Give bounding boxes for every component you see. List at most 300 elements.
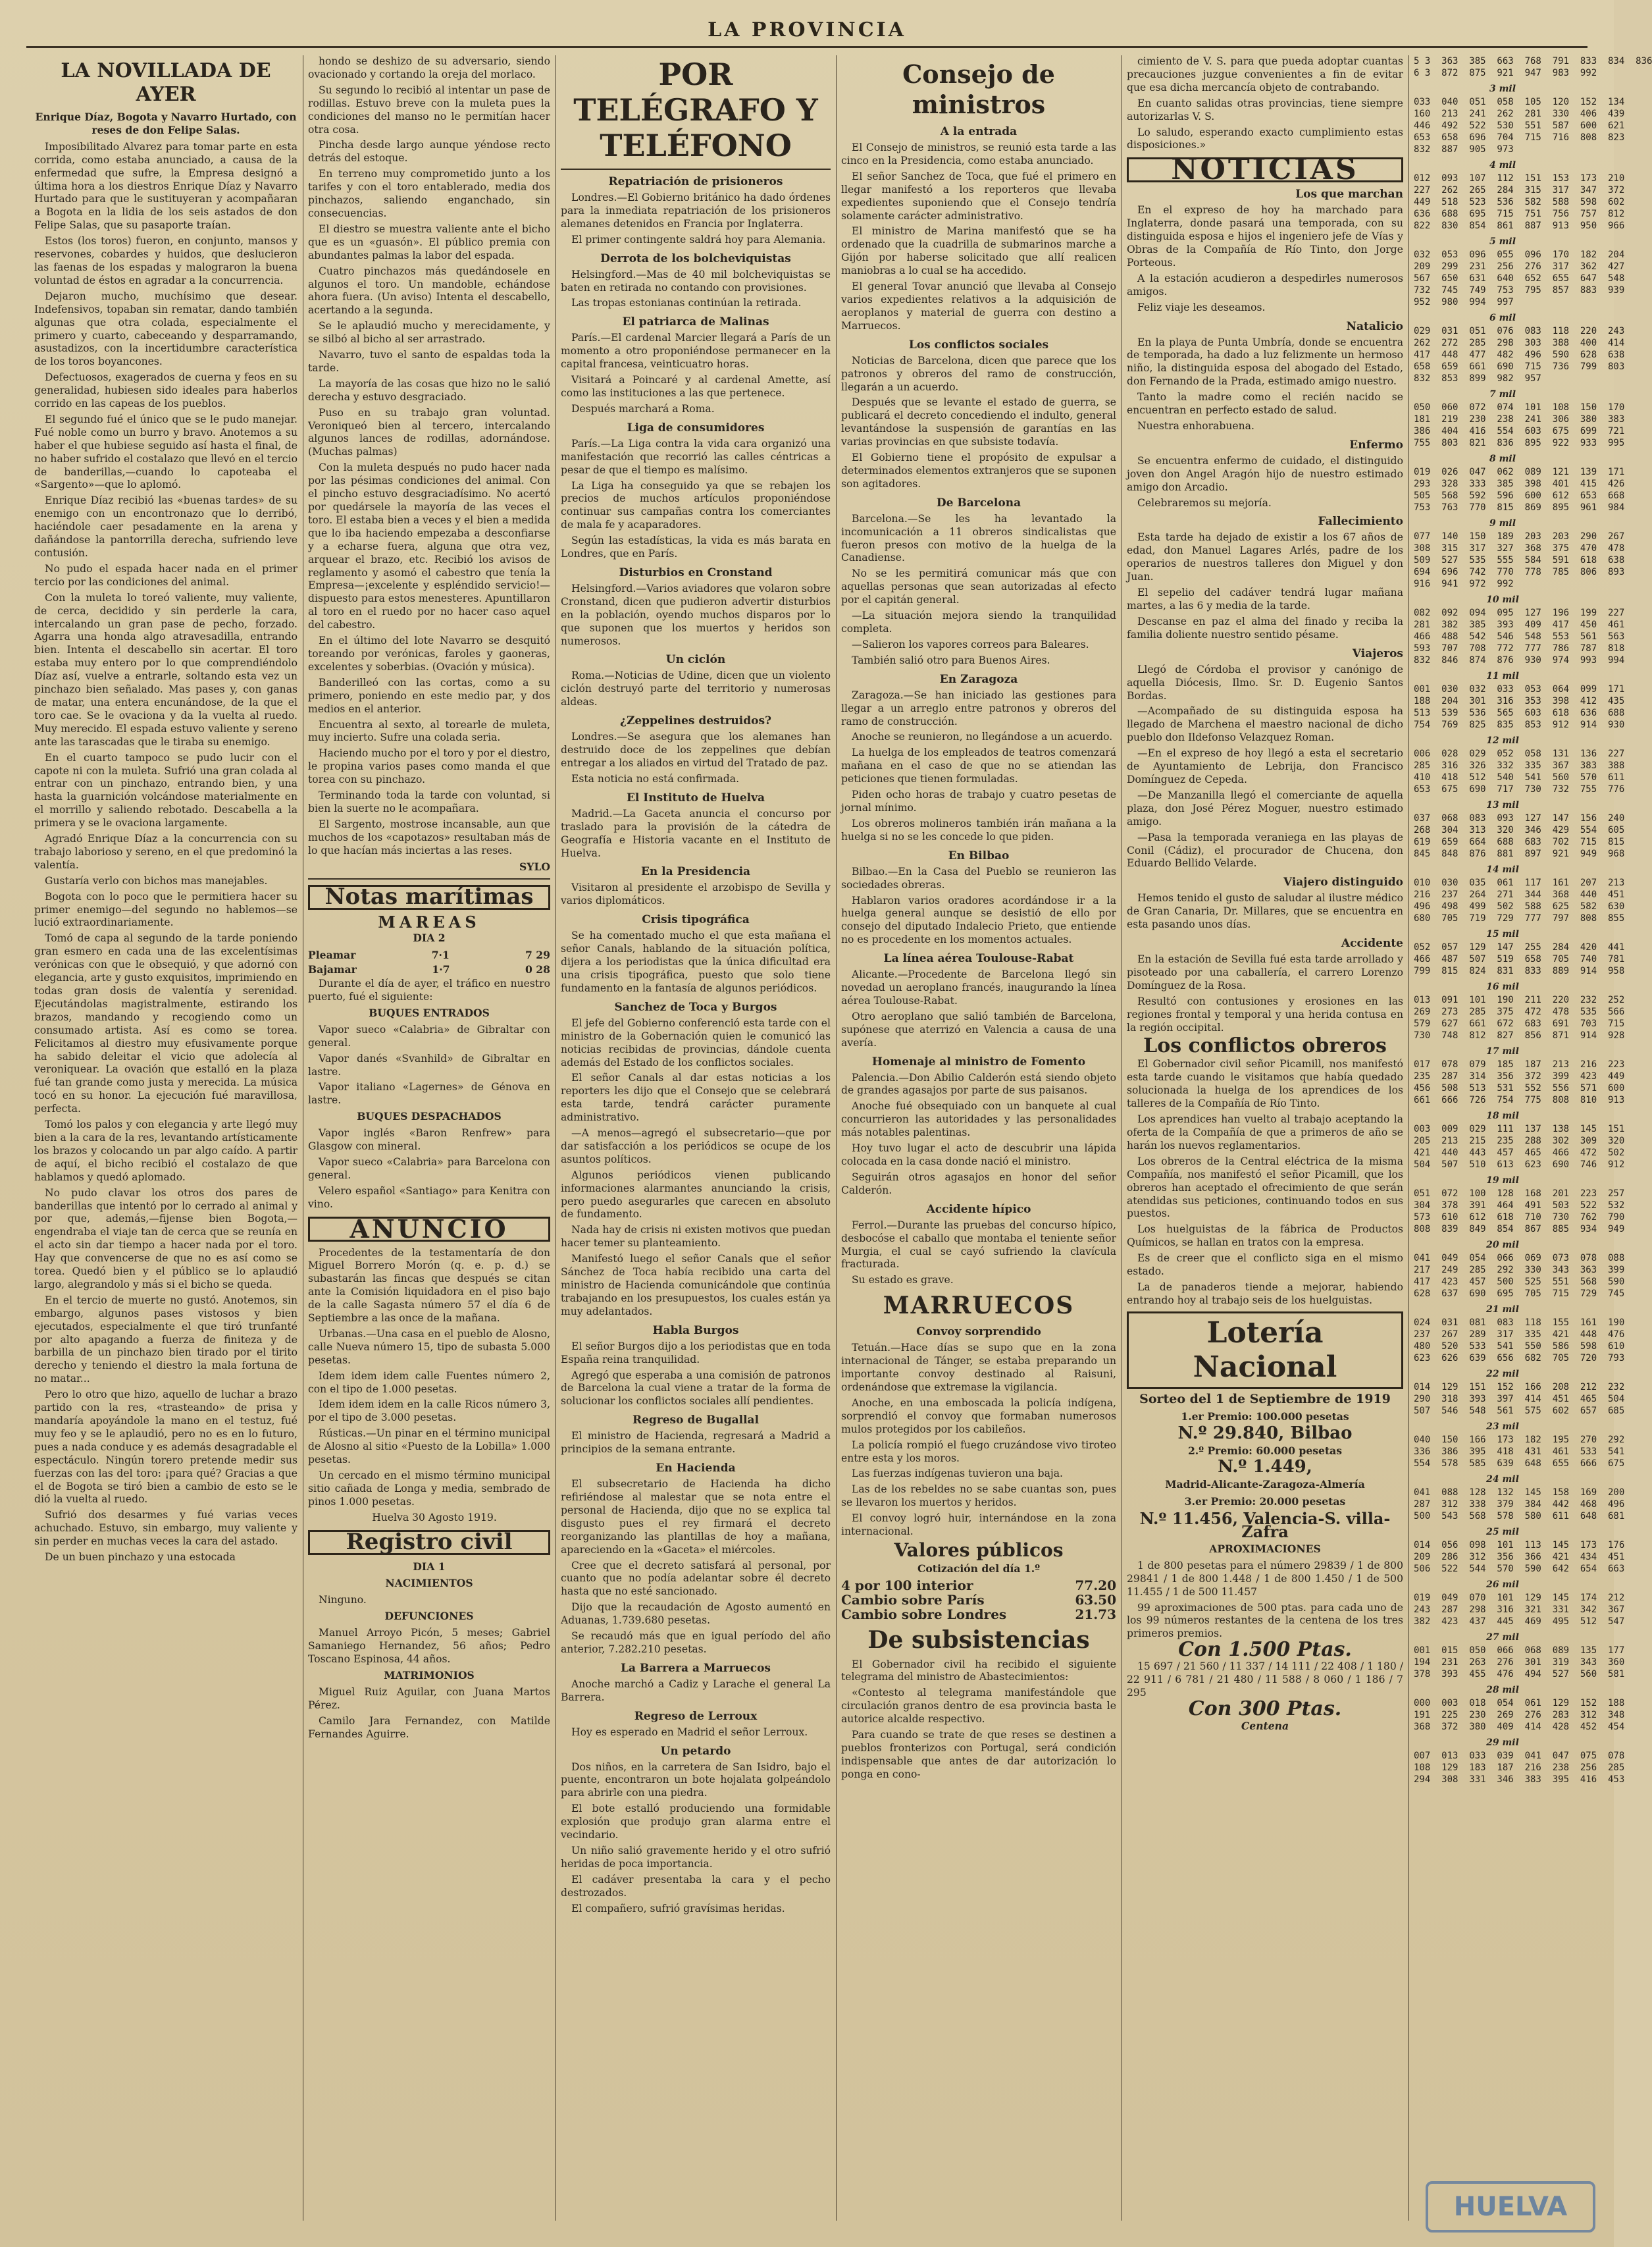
news-paragraph: Londres.—El Gobierno británico ha dado órdenes para la inmediata repatriación de los prisioneros alemanes detenidos en Francia por Inglaterra. — [561, 192, 831, 230]
valor-row: 4 por 100 interior 77.20 — [841, 1577, 1116, 1593]
news-heading: Regreso de Bugallal — [632, 1414, 760, 1427]
news-paragraph: El compañero, sufrió gravísimas heridas. — [571, 1902, 785, 1915]
thousand-label: 21 mil — [1486, 1304, 1519, 1315]
lottery-number-block: 001 030 032 033 053 064 099 171 188 204 301 316 353 398 412 435 513 539 536 565 603 618 636 688 754 769 825 835 853 912 914 930 — [1414, 684, 1625, 730]
news-paragraph: Madrid.—La Gaceta anuncia el concurso por traslado para la provisión de la cátedra de Geografía e Historia vacante en el Instituto de Huelva. — [561, 807, 831, 859]
lottery-number-block: 032 053 096 055 096 170 182 204 209 299 231 256 276 317 362 427 567 650 631 640 652 655 647 548 732 745 749 753 795 857 883 939 952 980 994 997 — [1414, 250, 1625, 307]
news-paragraph: Dijo que la recaudación de Agosto aumentó en Aduanas, 1.739.680 pesetas. — [561, 1601, 831, 1627]
premio-label: 3.er Premio: 20.000 pesetas — [1184, 1495, 1346, 1508]
news-paragraph: Noticias de Barcelona, dicen que parece que los patronos y obreros del ramo de construcción, llegarán a un acuerdo. — [841, 354, 1116, 393]
news-paragraph: —A menos—agregó el subsecretario—que por dar satisfacción a los periódicos se ocupe de los asuntos políticos. — [561, 1127, 831, 1165]
news-paragraph: Según las estadísticas, la vida es más barata en Londres, que en París. — [561, 535, 831, 560]
news-paragraph: Los obreros de la Central eléctrica de la misma Compañía, nos manifestó el señor Picamill, que los obreros han aceptado el ofrecimiento de que serán atendidas sus peticiones, continuando todos en sus puestos. — [1127, 1155, 1403, 1220]
news-paragraph: El Gobierno tiene el propósito de expulsar a determinados elementos extranjeros que se suponen son agitadores. — [841, 452, 1116, 490]
article-paragraph: Navarro, tuvo el santo de espaldas toda la tarde. — [308, 349, 550, 374]
news-heading: La línea aérea Toulouse-Rabat — [883, 952, 1074, 966]
column-divider — [555, 55, 556, 2221]
news-paragraph: cimiento de V. S. para que pueda adoptar cuantas precauciones juzgue convenientes a fin de evitar que esa dicha mercancía objeto de contrabando. — [1127, 55, 1403, 93]
news-heading: Disturbios en Cronstand — [619, 566, 773, 579]
news-paragraph: Hablaron varios oradores acordándose ir a la huelga general aunque se desistió de ello por consejo del diputado Indalecio Prieto, que entiende no es procedente en los momentos actuales. — [841, 894, 1116, 946]
news-heading: A la entrada — [940, 125, 1018, 138]
news-heading: De Barcelona — [936, 496, 1021, 510]
aproximaciones-title: APROXIMACIONES — [1209, 1542, 1321, 1555]
consejo-headline: Consejo de ministros — [902, 59, 1055, 119]
buques-despachados: BUQUES DESPACHADOS — [357, 1110, 502, 1123]
news-heading: Regreso de Lerroux — [634, 1709, 758, 1723]
article-paragraph: Bogota con lo poco que le permitiera hacer su primer enemigo—del segundo no hablemos—se lució extraordinariamente. — [34, 890, 297, 929]
article-paragraph: Huelva 30 Agosto 1919. — [372, 1511, 497, 1523]
lottery-number-block: 041 088 128 132 145 158 169 200 287 312 338 379 384 442 468 496 500 543 568 578 580 611 648 681 — [1414, 1487, 1625, 1521]
news-paragraph: También salió otro para Buenos Aires. — [852, 654, 1050, 666]
article-paragraph: Urbanas.—Una casa en el pueblo de Alosno, calle Nueva número 15, tipo de subasta 5.000 pesetas. — [308, 1327, 550, 1366]
lottery-number-block: 001 015 050 066 068 089 135 177 194 231 263 276 301 319 343 360 378 393 455 476 494 527 560 581 — [1414, 1645, 1625, 1679]
news-paragraph: Los huelguistas de la fábrica de Productos Químicos, se hallan en tratos con la empresa. — [1127, 1223, 1403, 1249]
news-paragraph: —Acompañado de su distinguida esposa ha llegado de Marchena el maestro nacional de dicho pueblo don Ildefonso Velazquez Roman. — [1127, 705, 1403, 744]
article-paragraph: Enrique Díaz recibió las «buenas tardes» de su enemigo con un encontronazo que lo derribó, haciéndole caer pesadamente en la arena y dañándose la pantorrilla derecha, sufriendo leve contusión. — [34, 494, 297, 559]
subsistencias-title: De subsistencias — [867, 1626, 1090, 1654]
news-paragraph: En cuanto salidas otras provincias, tiene siempre autorizarlas V. S. — [1127, 97, 1403, 122]
article-paragraph: En terreno muy comprometido junto a los tarifes y con el toro entablerado, media dos pinchazos, saliendo enganchado, sin consecuencias. — [308, 168, 550, 219]
news-paragraph: Lo saludo, esperando exacto cumplimiento estas disposiciones.» — [1127, 126, 1403, 151]
article-paragraph: Rústicas.—Un pinar en el término municipal de Alosno al sitio «Puesto de la Lobilla» 1.000 pesetas. — [308, 1427, 550, 1466]
news-paragraph: Esta noticia no está confirmada. — [571, 772, 740, 785]
news-paragraph: No se les permitirá comunicar más que con aquellas personas que sean autorizadas al efecto por el capitán general. — [841, 568, 1116, 606]
article-paragraph: Un cercado en el mismo término municipal sitio cañada de Longa y media, sembrado de pinos 1.000 pesetas. — [308, 1469, 550, 1508]
news-heading: Accidente hípico — [926, 1202, 1031, 1216]
article-paragraph: Cuatro pinchazos más quedándosele en algunos el toro. Un mandoble, echándose ahora fuera. (Un aviso) Intenta el descabello, acertando a la segunda. — [308, 265, 550, 317]
article-paragraph: Vapor inglés «Baron Renfrew» para Glasgow con mineral. — [308, 1127, 550, 1153]
article-paragraph: El diestro se muestra valiente ante el bicho que es un «guasón». El público premia con abundantes palmas la labor del espada. — [308, 223, 550, 261]
news-paragraph: Nada hay de crisis ni existen motivos que puedan hacer temer su planteamiento. — [561, 1224, 831, 1250]
news-paragraph: Hoy tuvo lugar el acto de descubrir una lápida colocada en la casa donde nació el ministro. — [841, 1142, 1116, 1167]
thousand-label: 24 mil — [1486, 1474, 1519, 1485]
article-paragraph: Defectuosos, exagerados de cuerna y feos en su generalidad, hubiesen sido ideales para haberlos corrido en las capeas de los pueblos. — [34, 371, 297, 410]
bullfight-headline: LA NOVILLADA DE AYER — [61, 59, 271, 106]
premio-1500-title: Con 1.500 Ptas. — [1178, 1638, 1352, 1662]
thousand-label: 3 mil — [1489, 84, 1516, 94]
archive-stamp: HUELVA — [1426, 2181, 1595, 2233]
lottery-number-block: 029 031 051 076 083 118 220 243 262 272 285 298 303 388 400 414 417 448 477 482 496 590 628 638 658 659 661 690 715 736 799 803 832 853 899 982 957 — [1414, 326, 1625, 384]
article-paragraph: Se le aplaudió mucho y merecidamente, y se silbó al bicho al ser arrastrado. — [308, 320, 550, 346]
lottery-number-block: 017 078 079 185 187 213 216 223 235 287 314 356 372 399 423 449 456 508 513 531 552 556 571 600 661 666 726 754 775 808 810 913 — [1414, 1059, 1625, 1105]
news-heading: En Bilbao — [948, 849, 1010, 862]
article-paragraph: Vapor sueco «Calabria» para Barcelona con general. — [308, 1155, 550, 1181]
news-paragraph: Palencia.—Don Abilio Calderón está siendo objeto de grandes agasajos por parte de sus paisanos. — [841, 1071, 1116, 1097]
thousand-label: 7 mil — [1489, 389, 1516, 400]
article-paragraph: Ninguno. — [319, 1594, 367, 1606]
article-paragraph: Haciendo mucho por el toro y por el diestro, le propina varios pases como manda el que torea con su pinchazo. — [308, 747, 550, 786]
news-heading: Derrota de los bolcheviquistas — [600, 251, 791, 265]
news-paragraph: Feliz viaje les deseamos. — [1137, 301, 1266, 313]
news-heading: Enfermo — [1349, 438, 1403, 452]
article-paragraph: Procedentes de la testamentaría de don Miguel Borrero Morón (q. e. p. d.) se subastarán las fincas que después se citan ante la Comisión liquidadora en el piso bajo de la calle Sagasta número 57 el día 6 de Septiembre a las once de la mañana. — [308, 1246, 550, 1325]
thousand-label: 18 mil — [1486, 1111, 1519, 1121]
news-heading: Habla Burgos — [652, 1323, 739, 1337]
article-paragraph: Pincha desde largo aunque yéndose recto detrás del estoque. — [308, 139, 550, 165]
article-paragraph: Agradó Enrique Díaz a la concurrencia con su trabajo laborioso y sereno, en el que predominó la valentía. — [34, 833, 297, 871]
thousand-label: 15 mil — [1486, 929, 1519, 939]
anuncio-title: ANUNCIO — [308, 1217, 550, 1242]
thousand-label: 17 mil — [1486, 1046, 1519, 1057]
cotizacion-title: Cotización del día 1.º — [917, 1562, 1041, 1575]
news-paragraph: El cadáver presentaba la cara y el pecho destrozados. — [561, 1873, 831, 1899]
news-paragraph: Resultó con contusiones y erosiones en las regiones frontal y temporal y una herida contusa en la región occipital. — [1127, 995, 1403, 1034]
news-paragraph: —Salieron los vapores correos para Baleares. — [852, 638, 1089, 650]
news-heading: Repatriación de prisioneros — [608, 175, 783, 188]
news-paragraph: Otro aeroplano que salió también de Barcelona, supónese que aterrizó en Valencia a causa de una avería. — [841, 1010, 1116, 1049]
news-paragraph: A la estación acudieron a despedirles numerosos amigos. — [1127, 272, 1403, 298]
thousand-label: 10 mil — [1486, 595, 1519, 605]
thousand-label: 22 mil — [1486, 1369, 1519, 1379]
lottery-number-block: 040 150 166 173 182 195 270 292 336 386 395 418 431 461 533 541 554 578 585 639 648 655 666 675 — [1414, 1435, 1625, 1469]
article-paragraph: Puso en su trabajo gran voluntad. Veroniqueó bien al tercero, intercalando algunos lances de rodillas, adornándose. (Muchas palmas) — [308, 406, 550, 458]
column-divider — [1408, 55, 1409, 2221]
pleamar-row: Pleamar 7·1 7 29 — [308, 949, 550, 962]
thousand-label: 14 mil — [1486, 864, 1519, 875]
lottery-number-block: 5 3 363 385 663 768 791 833 834 836 6 3 872 875 921 947 983 992 — [1414, 56, 1652, 78]
column-consejo — [841, 55, 1116, 2221]
news-paragraph: Visitará a Poincaré y al cardenal Amette, así como las instituciones a las que pertenece. — [561, 374, 831, 399]
nacimientos-label: NACIMIENTOS — [385, 1577, 473, 1590]
news-paragraph: Anoche fué obsequiado con un banquete al cual concurrieron las autoridades y las personalidades más notables palentinas. — [841, 1100, 1116, 1139]
news-paragraph: Helsingford.—Varios aviadores que volaron sobre Cronstand, dicen que pudieron advertir disturbios en la población, oyendo muchos disparos por lo que suponen que los muertos y heridos son numerosos. — [561, 582, 831, 647]
news-paragraph: El señor Sanchez de Toca, que fué el primero en llegar manifestó a los reporteros que llevaba expedientes suponiendo que el Consejo tendría solamente carácter administrativo. — [841, 170, 1116, 222]
valores-title: Valores públicos — [894, 1539, 1064, 1561]
news-paragraph: Los obreros molineros también irán mañana a la huelga si no se les concede lo que piden. — [841, 817, 1116, 843]
masthead-rule — [26, 46, 1587, 48]
news-paragraph: Se ha comentado mucho el que esta mañana el señor Canals, hablando de la situación política, dijera a los periodistas que la única dificultad era una crisis tipográfica, puesto que solo tiene fundamento en la fantasía de algunos periódicos. — [561, 930, 831, 994]
news-heading: Accidente — [1341, 937, 1403, 951]
news-paragraph: Se encuentra enfermo de cuidado, el distinguido joven don Angel Aragón hijo de nuestro estimado amigo don Arcadio. — [1127, 454, 1403, 493]
lottery-number-block: 000 003 018 054 061 129 152 188 191 225 230 269 276 283 312 348 368 372 380 409 414 428 452 454 — [1414, 1698, 1625, 1732]
news-paragraph: Para cuando se trate de que reses se destinen a pueblos fronterizos con Portugal, será condición indispensable que antes de dar autorización lo ponga en cono- — [841, 1729, 1116, 1780]
article-paragraph: En el cuarto tampoco se pudo lucir con el capote ni con la muleta. Sufrió una gran colada al entrar con un pinchazo, entrando bien, y una hasta la guarnición volcándose materialmente en el morrillo y saliendo rebotado. Descabella a la primera y se le ovaciona largamente. — [34, 751, 297, 830]
thousand-label: 9 mil — [1489, 518, 1516, 529]
column-bullfight — [34, 55, 297, 2221]
news-paragraph: El convoy logró huir, internándose en la zona internacional. — [841, 1512, 1116, 1538]
thousand-label: 13 mil — [1486, 800, 1519, 810]
news-paragraph: Piden ocho horas de trabajo y cuatro pesetas de jornal mínimo. — [841, 789, 1116, 814]
news-paragraph: El Gobernador civil señor Picamill, nos manifestó esta tarde cuando le visitamos que había quedado solucionada la huelga de los aprendices de los talleres de la Compañía de Río Tinto. — [1127, 1058, 1403, 1110]
news-paragraph: Después marchará a Roma. — [571, 402, 715, 415]
article-paragraph: Tomó los palos y con elegancia y arte llegó muy bien a la cara de la res, levantando artísticamente los brazos y colocando un par algo caído. A partir de aquí, el bicho recibió el costalazo de que hablamos y quedó aplomado. — [34, 1119, 297, 1183]
section-rule — [561, 169, 831, 170]
article-paragraph: Vapor danés «Svanhild» de Gibraltar en lastre. — [308, 1052, 550, 1078]
thousand-label: 6 mil — [1489, 313, 1516, 323]
news-paragraph: Esta tarde ha dejado de existir a los 67 años de edad, don Manuel Lagares Arlés, padre de los operarios de nuestros talleres don Miguel y don Juan. — [1127, 531, 1403, 583]
lottery-number-block: 024 031 081 083 118 155 161 190 237 267 289 317 335 421 448 476 480 520 533 541 550 586 598 610 623 626 639 656 682 705 720 793 — [1414, 1317, 1625, 1363]
premio-label: 1.er Premio: 100.000 pesetas — [1181, 1410, 1349, 1423]
lottery-number-block: 010 030 035 061 117 161 207 213 216 237 264 271 344 368 440 451 496 498 499 502 588 625 582 630 680 705 719 729 777 797 808 855 — [1414, 878, 1625, 924]
news-paragraph: El subsecretario de Hacienda ha dicho refiriéndose al malestar que se nota entre el personal de Hacienda, dijo que no se explica tal disgusto pues el rey firmará el decreto reorganizando las plantillas de hoy a mañana, apareciendo en la «Gaceta» el miércoles. — [561, 1478, 831, 1556]
centena-label: Centena — [1241, 1719, 1289, 1732]
news-paragraph: Tanto la madre como el recién nacido se encuentran en perfecto estado de salud. — [1127, 391, 1403, 417]
news-paragraph: El ministro de Marina manifestó que se ha ordenado que la cuadrilla de submarinos marche a Gijón por haberse solicitado que allí realicen maniobras a lo cual se ha accedido. — [841, 225, 1116, 277]
news-paragraph: Anoche se reunieron, no llegándose a un acuerdo. — [852, 731, 1113, 743]
aproximaciones-list: 1 de 800 pesetas para el número 29839 / 1 de 800 29841 / 1 de 800 1.448 / 1 de 800 1.450 / 1 de 500 11.455 / 1 de 500 11.457 — [1127, 1559, 1403, 1598]
news-heading: Un petardo — [660, 1744, 731, 1758]
news-paragraph: Hoy es esperado en Madrid el señor Lerroux. — [571, 1726, 808, 1738]
news-heading: Homenaje al ministro de Fomento — [871, 1055, 1086, 1069]
article-paragraph: El segundo fué el único que se le pudo manejar. Fué noble como un burro y bravo. Anotemos a su haber el que hubiese seguido así hasta el final, de no haber sufrido el costalazo que llevó en el tercio de banderillas,—cuando lo capoteaba el «Sargento»—que lo aplomó. — [34, 413, 297, 491]
article-paragraph: Durante el día de ayer, el tráfico en nuestro puerto, fué el siguiente: — [308, 978, 550, 1003]
news-paragraph: Helsingford.—Mas de 40 mil bolcheviquistas se baten en retirada no contando con provisiones. — [561, 268, 831, 294]
news-heading: Crisis tipográfica — [642, 913, 750, 927]
article-paragraph: En el tercio de muerte no gustó. Anotemos, sin embargo, algunos pases vistosos y bien ejecutados, especialmente el que tiró trunfanté por alto apagando a fuerza de finiteza y de barbilla de un pinchazo bien tirado por el tirito derecho y teniendo el diestro la mala fortuna de no matar... — [34, 1294, 297, 1385]
news-heading: Natalicio — [1346, 319, 1403, 333]
thousand-label: 4 mil — [1489, 160, 1516, 171]
valor-row: Cambio sobre París 63.50 — [841, 1591, 1116, 1608]
news-paragraph: El Consejo de ministros, se reunió esta tarde a las cinco en la Presidencia, como estaba anunciado. — [841, 142, 1116, 167]
lottery-number-block: 007 013 033 039 041 047 075 078 108 129 183 187 216 238 256 285 294 308 331 346 383 395 416 453 — [1414, 1751, 1625, 1785]
article-paragraph: Vapor sueco «Calabria» de Gibraltar con general. — [308, 1023, 550, 1049]
news-paragraph: Londres.—Se asegura que los alemanes han destruido doce de los zeppelines que debían entregar a los aliados en virtud del Tratado de paz. — [561, 731, 831, 769]
news-heading: En la Presidencia — [640, 865, 751, 879]
article-paragraph: Tomó de capa al segundo de la tarde poniendo gran esmero en cada una de las excelentísimas verónicas con que le obsequió, y que adornó con elegancia, arte y gusto exquisitos, imprimiendo en todas gran dosis de valentía y serenidad. Ejecutándolas magistralmente, estirando los brazos, mandando y recogiendo como un consumado artista. Así es como se torea. Felicitamos al diestro muy efusivamente porque ha sabido deleitar el vicio que adolecía al veroniquear. La ovación que estalló en la plaza fué tan grande como justa y merecida. La música tocó en su honor. La ejecución fué maravillosa, perfecta. — [34, 932, 297, 1115]
article-paragraph: Banderilleó con las cortas, como a su primero, poniendo en este medio par, y dos medios en el anterior. — [308, 676, 550, 715]
conflictos-headline: Los conflictos obreros — [1143, 1034, 1387, 1058]
bullfight-subhead: Enrique Díaz, Bogota y Navarro Hurtado, con reses de don Felipe Salas. — [35, 111, 297, 136]
thousand-label: 23 mil — [1486, 1421, 1519, 1432]
thousand-label: 16 mil — [1486, 982, 1519, 992]
article-paragraph: La mayoría de las cosas que hizo no le salió derecha y estuvo desgraciado. — [308, 377, 550, 403]
lottery-number-block: 012 093 107 112 151 153 173 210 227 262 265 284 315 317 347 372 449 518 523 536 582 588 598 602 636 688 695 715 751 756 757 812 822 830 854 861 887 913 950 966 — [1414, 173, 1625, 231]
news-paragraph: «Contesto al telegrama manifestándole que circulación granos dentro de esa provincia basta le autorice alcalde respectivo. — [841, 1687, 1116, 1726]
article-paragraph: Imposibilitado Alvarez para tomar parte en esta corrida, como estaba anunciado, a causa de la enfermedad que sufre, la Empresa designó a última hora a los diestros Enrique Díaz y Navarro Hurtado para que le sustituyeran y acompañaran a Bogota en la lidia de los seis astados de don Felipe Salas, que su pasaporte traían. — [34, 140, 297, 232]
news-paragraph: Ferrol.—Durante las pruebas del concurso hípico, desbocóse el caballo que montaba el teniente señor Murgia, el cual se cayó sufriendo la clavícula fracturada. — [841, 1219, 1116, 1271]
news-heading: En Zaragoza — [939, 672, 1018, 686]
news-paragraph: Las tropas estonianas continúan la retirada. — [571, 297, 802, 309]
news-heading: Un ciclón — [665, 653, 726, 667]
column-bullfight-cont — [308, 55, 550, 2221]
article-paragraph: Con la muleta después no pudo hacer nada por las pésimas condiciones del animal. Con el pincho estuvo desgraciadísimo. No acertó por quedársele la mayoría de las veces el toro. El estaba bien a veces y el bien a medida que lo iba haciendo empezaba a desconfiarse y a echarse fuera, alguna que otra vez, arquear el brazo, etc. Recibió los avisos de reglamento y asomó el cabestro que tenía la Empresa—¡excelente y espléndido servicio!—dispuesto para estos menesteres. Apuntillaron al toro en el ruedo por no hacer caso aquel del cabestro. — [308, 462, 550, 631]
news-paragraph: París.—La Liga contra la vida cara organizó una manifestación que recorrió las calles céntricas a pesar de que el tiempo es malísimo. — [561, 437, 831, 476]
premio-1500-list: 15 697 / 21 560 / 11 337 / 14 111 / 22 408 / 1 180 / 22 911 / 6 781 / 21 480 / 11 588 / 8 060 / 1 186 / 7 295 — [1127, 1660, 1403, 1699]
news-heading: Viajero distinguido — [1283, 876, 1403, 889]
article-paragraph: Estos (los toros) fueron, en conjunto, mansos y reservones, cobardes y huidos, que deslucieron las faenas de los espadas y malograron la buena voluntad de éstos en agradar a la concurrencia. — [34, 235, 297, 286]
thousand-label: 12 mil — [1486, 735, 1519, 746]
news-paragraph: En la estación de Sevilla fué esta tarde arrollado y pisoteado por una caballería, el carrero Lorenzo Domínguez de la Rosa. — [1127, 953, 1403, 991]
lottery-number-block: 019 026 047 062 089 121 139 171 293 328 333 385 398 401 415 426 505 568 592 596 600 612 653 668 753 763 770 815 869 895 961 984 — [1414, 467, 1625, 513]
premio-number: N.º 11.456, Valencia-S. villa-Zafra — [1139, 1509, 1391, 1542]
news-heading: Los conflictos sociales — [908, 338, 1049, 352]
marruecos-headline: MARRUECOS — [883, 1292, 1075, 1320]
news-paragraph: Algunos periódicos vienen publicando informaciones alarmantes anunciando la crisis, pero puedo asegurarles que carecen en absoluto de fundamento. — [561, 1169, 831, 1221]
article-paragraph: Manuel Arroyo Picón, 5 meses; Gabriel Samaniego Hernandez, 56 años; Pedro Toscano Espinosa, 44 años. — [308, 1627, 550, 1665]
news-paragraph: Se recaudó más que en igual período del año anterior, 7.282.210 pesetas. — [561, 1630, 831, 1655]
notas-maritimas-title: Notas marítimas — [308, 885, 550, 910]
premio-300-title: Con 300 Ptas. — [1188, 1697, 1342, 1720]
lottery-number-block: 037 068 083 093 127 147 156 240 268 304 313 320 346 429 554 605 619 659 664 688 683 702 715 815 845 848 876 881 897 921 949 968 — [1414, 813, 1625, 859]
valor-row: Cambio sobre Londres 21.73 — [841, 1606, 1116, 1622]
loteria-headline: Lotería Nacional — [1127, 1311, 1403, 1389]
news-heading: Viajeros — [1352, 647, 1403, 660]
news-paragraph: Celebraremos su mejoría. — [1137, 496, 1272, 509]
news-paragraph: Bilbao.—En la Casa del Pueblo se reunieron las sociedades obreras. — [841, 865, 1116, 891]
news-paragraph: Alicante.—Procedente de Barcelona llegó sin novedad un aeroplano francés, inaugurando la línea aérea Toulouse-Rabat. — [841, 968, 1116, 1007]
news-heading: Convoy sorprendido — [916, 1325, 1041, 1339]
lottery-number-block: 082 092 094 095 127 196 199 227 281 382 385 393 409 417 450 461 466 488 542 546 548 553 561 563 593 707 708 772 777 786 787 818 832 846 874 876 930 974 993 994 — [1414, 608, 1625, 666]
lottery-number-block: 014 129 151 152 166 208 212 232 290 318 393 397 414 451 465 504 507 546 548 561 575 602 657 685 — [1414, 1382, 1625, 1416]
thousand-label: 5 mil — [1489, 236, 1516, 247]
registro-day: DIA 1 — [413, 1560, 446, 1573]
news-paragraph: —Pasa la temporada veraniega en las playas de Conil (Cádiz), el procurador de Chucena, don Eduardo Bellido Velarde. — [1127, 831, 1403, 870]
news-paragraph: Agregó que esperaba a una comisión de patronos de Barcelona la cual viene a tratar de la forma de solucionar los conflictos sociales allí pendientes. — [561, 1369, 831, 1408]
article-paragraph: No pudo clavar los otros dos pares de banderillas que intentó por lo cerrado al animal y por que, además,—fijense bien Bogota,—engendraba el viaje tan de cerca que se reunía en el acto sin dar tiempo a hacer nada por el toro. Hay que convencerse de que no es así como se torea. Quedó bien y el público se lo aplaudió largo, alegrandolo y más si el bicho se queda. — [34, 1186, 297, 1290]
news-paragraph: El jefe del Gobierno conferenció esta tarde con el ministro de la Gobernación quien le comunicó las noticias recibidas de provincias, dándole cuenta además del Estado de los conflictos sociales. — [561, 1017, 831, 1069]
news-heading: Sanchez de Toca y Burgos — [614, 1000, 777, 1014]
lottery-number-block: 006 028 029 052 058 131 136 227 285 316 326 332 335 367 383 388 410 418 512 540 541 560 570 611 653 675 690 717 730 732 755 776 — [1414, 749, 1625, 795]
news-paragraph: Descanse en paz el alma del finado y reciba la familia doliente nuestro sentido pésame. — [1127, 615, 1403, 641]
section-rule — [308, 878, 550, 880]
thousand-label: 25 mil — [1486, 1527, 1519, 1537]
lottery-number-block: 003 009 029 111 137 138 145 151 205 213 215 235 288 302 309 320 421 440 443 457 465 466 472 502 504 507 510 613 623 690 746 912 — [1414, 1124, 1625, 1170]
article-paragraph: Encuentra al sexto, al torearle de muleta, muy incierto. Sufre una colada seria. — [308, 718, 550, 744]
aproximaciones-note: 99 aproximaciones de 500 ptas. para cada uno de los 99 números restantes de la centena de los tres primeros premios. — [1127, 1601, 1403, 1640]
news-paragraph: Zaragoza.—Se han iniciado las gestiones para llegar a un arreglo entre patronos y obreros del ramo de construcción. — [841, 689, 1116, 727]
news-paragraph: El primer contingente saldrá hoy para Alemania. — [571, 233, 826, 246]
news-paragraph: El Gobernador civil ha recibido el siguiente telegrama del ministro de Abastecimientos: — [841, 1658, 1116, 1683]
premio-place: Madrid-Alicante-Zaragoza-Almería — [1165, 1478, 1365, 1491]
news-paragraph: Hemos tenido el gusto de saludar al ilustre médico de Gran Canaria, Dr. Millares, que se encuentra en esta pasando unos días. — [1127, 892, 1403, 931]
news-paragraph: Anoche, en una emboscada la policía indígena, sorprendió el convoy que formaban numerosos mulos protegidos por los cabileños. — [841, 1396, 1116, 1435]
news-paragraph: Tetuán.—Hace días se supo que en la zona internacional de Tánger, se estaba preparando un importante convoy destinado al Raisuni, ordenándose que extremase la vigilancia. — [841, 1342, 1116, 1393]
news-paragraph: Los aprendices han vuelto al trabajo aceptando la oferta de la Compañía de que a primeros de año se harán los nuevos reglamentarios. — [1127, 1113, 1403, 1151]
lottery-number-block: 077 140 150 189 203 203 290 267 308 315 317 327 368 375 470 478 509 527 535 555 584 591 618 638 694 696 742 770 778 785 806 893 916 941 972 992 — [1414, 531, 1625, 589]
article-paragraph: Con la muleta lo toreó valiente, muy valiente, de cerca, decidido y sin perderle la cara, intercalando un gran pase de pecho, forzado. Agarra una honda algo atravesadilla, entrando bien. Intenta el descabello sin acertar. El toro estaba muy entero por lo que comprendiéndolo Díaz así, vuelve a entrarle, soltando esta vez un pinchazo bien señalado. Mas pases y, con ganas de matar, una entera encunándose, de la que el toro cae. Se le ovaciona y da la vuelta al ruedo. Muy merecido. El espada estuvo valiente y sereno ante las tarascadas que le tiraba su enemigo. — [34, 591, 297, 748]
thousand-label: 11 mil — [1486, 671, 1519, 681]
mareas-title: MAREAS — [378, 912, 480, 932]
masthead: LA PROVINCIA — [708, 18, 906, 41]
article-paragraph: Miguel Ruiz Aguilar, con Juana Martos Pérez. — [308, 1685, 550, 1711]
news-paragraph: El señor Burgos dijo a los periodistas que en toda España reina tranquilidad. — [561, 1340, 831, 1365]
article-paragraph: Dejaron mucho, muchísimo que desear. Indefensivos, topaban sin rematar, dando también algunas que otra colada, especialmente el primero y cuarto, cabeceando y desparramando, asustadizos, con la incertidumbre característica de los toros boyancones. — [34, 290, 297, 368]
article-paragraph: Gustaría verlo con bichos mas manejables. — [45, 874, 268, 887]
defunciones-label: DEFUNCIONES — [384, 1610, 474, 1623]
article-paragraph: Pero lo otro que hizo, aquello de luchar a brazo partido con la res, «trasteando» de prisa y mandaría apoyándole la mano en el testuz, fué muy feo y se le aplaudió, pero no es en lo futuro, pues a nada conduce y es además desagradable el espectáculo. Ningún torero pretende medir sus fuerzas con las del toro: ¡para qué? Gracias a que el de Bogota se tiró bien a cambio de esto se le dió la vuelta al ruedo. — [34, 1388, 297, 1506]
article-paragraph: Su segundo lo recibió al intentar un pase de rodillas. Estuvo breve con la muleta pues la condiciones del manso no le permitían hacer otra cosa. — [308, 84, 550, 136]
article-paragraph: Velero español «Santiago» para Kenitra con vino. — [308, 1184, 550, 1210]
author-signature: SYLO — [519, 860, 550, 873]
news-heading: ¿Zeppelines destruidos? — [619, 714, 771, 728]
news-paragraph: Su estado es grave. — [852, 1274, 954, 1286]
news-paragraph: París.—El cardenal Marcier llegará a París de un momento a otro proponiéndose permanecer en la capital francesa, veinticuatro horas. — [561, 332, 831, 371]
column-telegraph — [561, 55, 831, 2221]
thousand-label: 29 mil — [1486, 1737, 1519, 1748]
news-paragraph: Las de los rebeldes no se sabe cuantas son, pues se llevaron los muertos y heridos. — [841, 1483, 1116, 1509]
news-paragraph: El bote estalló produciendo una formidable explosión que produjo gran alarma entre el vecindario. — [561, 1803, 831, 1841]
news-paragraph: La policía rompió el fuego cruzándose vivo tiroteo entre esta y los moros. — [841, 1439, 1116, 1464]
news-paragraph: Visitaron al presidente el arzobispo de Sevilla y varios diplomáticos. — [561, 882, 831, 907]
lottery-number-block: 033 040 051 058 105 120 152 134 160 213 241 262 281 330 406 439 446 492 522 530 551 587 600 621 653 658 696 704 715 716 808 823 832 887 905 973 — [1414, 97, 1625, 155]
news-paragraph: Anoche marchó a Cadiz y Larache el general La Barrera. — [561, 1678, 831, 1703]
thousand-label: 8 mil — [1489, 454, 1516, 464]
news-heading: En Hacienda — [656, 1462, 736, 1475]
news-paragraph: —En el expreso de hoy llegó a esta el secretario de Ayuntamiento de Lebrija, don Francisco Domínguez de Cepeda. — [1127, 747, 1403, 785]
news-heading: Liga de consumidores — [627, 421, 765, 435]
premio-number: N.º 29.840, Bilbao — [1177, 1423, 1353, 1443]
lottery-number-block: 019 049 070 101 129 145 174 212 243 287 298 316 321 331 342 367 382 423 437 445 469 495 512 547 — [1414, 1593, 1625, 1627]
telegraph-headline: POR TELÉGRAFO Y TELÉFONO — [573, 57, 818, 163]
news-paragraph: Llegó de Córdoba el provisor y canónigo de aquella Diócesis, Ilmo. Sr. D. Eugenio Santos Bordas. — [1127, 663, 1403, 702]
thousand-label: 27 mil — [1486, 1632, 1519, 1643]
column-divider — [836, 55, 837, 2221]
lottery-number-block: 052 057 129 147 255 284 420 441 466 487 507 519 658 705 740 781 799 815 824 831 833 889 914 958 — [1414, 942, 1625, 976]
lottery-number-block: 051 072 100 128 168 201 223 257 304 378 391 464 491 503 522 532 573 610 612 618 710 730 762 790 808 839 849 854 867 885 934 949 — [1414, 1188, 1625, 1234]
thousand-label: 26 mil — [1486, 1579, 1519, 1590]
news-paragraph: Después que se levante el estado de guerra, se publicará el decreto concediendo el indulto, general levantándose la suspensión de garantías en las varias provincias en que subsiste todavía. — [841, 396, 1116, 448]
article-paragraph: Idem idem idem en la calle Ricos número 3, por el tipo de 3.000 pesetas. — [308, 1398, 550, 1424]
news-heading: Fallecimiento — [1318, 515, 1403, 529]
article-paragraph: No pudo el espada hacer nada en el primer tercio por las condiciones del animal. — [34, 562, 297, 588]
news-paragraph: En la playa de Punta Umbría, donde se encuentra de temporada, ha dado a luz felizmente un hermoso niño, la distinguida esposa del abogado del Estado, don Fernando de la Prada, estimado amigo nuestro. — [1127, 336, 1403, 388]
lottery-number-block: 013 091 101 190 211 220 232 252 269 273 285 375 472 478 535 566 579 627 661 672 683 691 703 715 730 748 812 827 856 871 914 928 — [1414, 995, 1625, 1041]
news-paragraph: Seguirán otros agasajos en honor del señor Calderón. — [841, 1171, 1116, 1196]
news-paragraph: Cree que el decreto satisfará al personal, por cuanto que no podía adelantar sobre él decreto hasta que no esté sancionado. — [561, 1559, 831, 1598]
news-paragraph: La de panaderos tiende a mejorar, habiendo entrando hoy al trabajo seis de los huelguistas. — [1127, 1281, 1403, 1306]
article-paragraph: Vapor italiano «Lagernes» de Génova en lastre. — [308, 1081, 550, 1107]
lottery-number-block: 014 056 098 101 113 145 173 176 209 286 312 356 366 421 434 451 506 522 544 570 590 642 654 663 — [1414, 1540, 1625, 1574]
bajamar-row: Bajamar 1·7 0 28 — [308, 963, 550, 976]
premio-label: 2.º Premio: 60.000 pesetas — [1187, 1444, 1343, 1457]
news-paragraph: El sepelio del cadáver tendrá lugar mañana martes, a las 6 y media de la tarde. — [1127, 587, 1403, 612]
news-paragraph: —La situación mejora siendo la tranquilidad completa. — [841, 610, 1116, 635]
news-heading: Los que marchan — [1295, 188, 1403, 201]
lottery-number-block: 041 049 054 066 069 073 078 088 217 249 285 292 330 343 363 399 417 423 457 500 525 551 568 590 628 637 690 695 705 715 729 745 — [1414, 1253, 1625, 1299]
article-paragraph: Idem idem idem calle Fuentes número 2, con el tipo de 1.000 pesetas. — [308, 1369, 550, 1395]
article-paragraph: En el último del lote Navarro se desquitó toreando por verónicas, faroles y gaoneras, excelentes y soberbias. (Ovación y música). — [308, 635, 550, 673]
news-paragraph: La huelga de los empleados de teatros comenzará mañana en el caso de que no se atiendan las peticiones que tienen formuladas. — [841, 747, 1116, 785]
article-paragraph: Terminando toda la tarde con voluntad, si bien la suerte no le acompañara. — [308, 789, 550, 814]
news-paragraph: Las fuerzas indígenas tuvieron una baja. — [852, 1467, 1063, 1480]
matrimonios-label: MATRIMONIOS — [384, 1668, 475, 1681]
sorteo-date: Sorteo del 1 de Septiembre de 1919 — [1139, 1391, 1391, 1406]
news-paragraph: En el expreso de hoy ha marchado para Inglaterra, donde pasará una temporada, con su distinguida esposa e hijos el ingeniero jefe de Vías y Obras de la Compañía de Río Tinto, don Jorge Porteous. — [1127, 204, 1403, 269]
news-heading: El Instituto de Huelva — [626, 791, 765, 805]
news-heading: La Barrera a Marruecos — [620, 1661, 771, 1675]
news-paragraph: —De Manzanilla llegó el comerciante de aquella plaza, don José Pérez Moguer, nuestro estimado amigo. — [1127, 789, 1403, 828]
thousand-label: 19 mil — [1486, 1175, 1519, 1186]
news-paragraph: El general Tovar anunció que llevaba al Consejo varios expedientes relativos a la adquisición de aeroplanos y material de guerra con destino a Marruecos. — [841, 280, 1116, 332]
news-paragraph: La Liga ha conseguido ya que se rebajen los precios de muchos artículos proponiéndose continuar sus campañas contra los comerciantes de mala fe y acaparadores. — [561, 479, 831, 531]
lottery-number-block: 050 060 072 074 101 108 150 170 181 219 230 238 241 306 380 383 386 404 416 554 603 675 699 721 755 803 821 836 895 922 933 995 — [1414, 402, 1625, 448]
thousand-label: 28 mil — [1486, 1685, 1519, 1695]
column-lottery-numbers — [1414, 55, 1652, 2221]
buques-entrados: BUQUES ENTRADOS — [369, 1006, 490, 1019]
premio-number: N.º 1.449, — [1218, 1457, 1312, 1477]
news-paragraph: Es de creer que el conflicto siga en el mismo estado. — [1127, 1252, 1403, 1278]
news-paragraph: El señor Canals al dar estas noticias a los reporters les dijo que el Consejo que se celebrará esta tarde, tendrá carácter puramente administrativo. — [561, 1072, 831, 1124]
news-paragraph: Un niño salió gravemente herido y el otro sufrió heridas de poca importancia. — [561, 1845, 831, 1870]
mareas-day: DIA 2 — [413, 932, 446, 945]
news-paragraph: Roma.—Noticias de Udine, dicen que un violento ciclón destruyó parte del territorio y numerosas aldeas. — [561, 670, 831, 708]
news-heading: El patriarca de Malinas — [622, 315, 769, 329]
article-paragraph: El Sargento, mostrose incansable, aun que muchos de los «capotazos» resultaban más de lo que hacían más inciertas a las reses. — [308, 818, 550, 857]
registro-civil-title: Registro civil — [308, 1530, 550, 1555]
noticias-headline: NOTICIAS — [1127, 157, 1403, 182]
article-paragraph: De un buen pinchazo y una estocada — [45, 1551, 236, 1564]
article-paragraph: Sufrió dos desarmes y fué varias veces achuchado. Estuvo, sin embargo, muy valiente y sin perder en muchas veces la cara del astado. — [34, 1509, 297, 1548]
thousand-label: 20 mil — [1486, 1240, 1519, 1250]
column-noticias — [1127, 55, 1403, 2221]
news-paragraph: Nuestra enhorabuena. — [1137, 419, 1254, 432]
news-paragraph: Dos niños, en la carretera de San Isidro, bajo el puente, encontraron un bote hojalata golpeándolo para abrirle con una piedra. — [561, 1760, 831, 1799]
news-paragraph: Manifestó luego el señor Canals que el señor Sánchez de Toca había recibido una carta del ministro de Hacienda comunicándole que continúa trabajando en los presupuestos, los cuales están ya muy adelantados. — [561, 1253, 831, 1317]
article-paragraph: hondo se deshizo de su adversario, siendo ovacionado y cortando la oreja del morlaco. — [308, 55, 550, 80]
article-paragraph: Camilo Jara Fernandez, con Matilde Fernandes Aguirre. — [308, 1714, 550, 1740]
news-paragraph: Barcelona.—Se les ha levantado la incomunicación a 11 obreros sindicalistas que fueron presos con motivo de la huelga de la Canadiense. — [841, 512, 1116, 564]
news-paragraph: El ministro de Hacienda, regresará a Madrid a principios de la semana entrante. — [561, 1430, 831, 1456]
